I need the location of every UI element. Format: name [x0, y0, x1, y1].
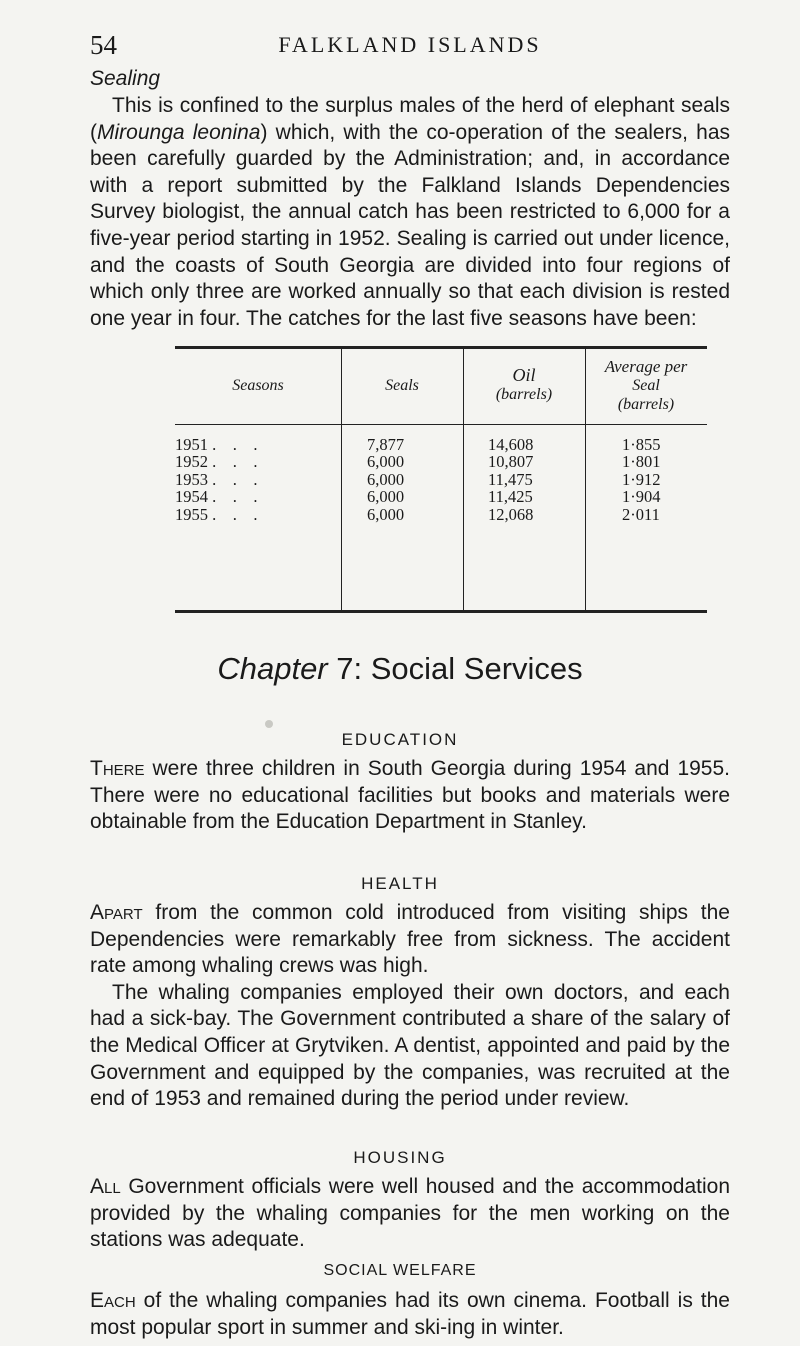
- table-cell-seals: 6,000: [367, 487, 405, 507]
- heading-social-welfare: SOCIAL WELFARE: [323, 1262, 477, 1279]
- header-seasons: Seasons: [232, 376, 284, 394]
- table-cell-seals: 6,000: [367, 469, 405, 489]
- chapter-title: Chapter 7: Social Services: [217, 651, 583, 686]
- table-cell-oil: 11,475: [488, 469, 533, 489]
- seals-column: [367, 436, 404, 523]
- table-cell-seals: 6,000: [367, 504, 405, 524]
- header-average-per-seal: Average per Seal (barrels): [604, 356, 688, 413]
- sealing-section: [90, 67, 730, 332]
- table-cell-season: 1955 . . .: [175, 504, 258, 524]
- table-cell-oil: 10,807: [488, 452, 534, 472]
- table-bottom-rule: [175, 610, 707, 613]
- average-column: [622, 436, 661, 523]
- species-name: Mirounga leonina: [97, 120, 261, 144]
- table-cell-season: 1952 . . .: [175, 452, 258, 472]
- table-cell-average: 1·855: [622, 435, 661, 454]
- health-section: [90, 900, 730, 1113]
- table-cell-oil: 11,425: [488, 487, 533, 507]
- seal-catch-table: [175, 346, 707, 617]
- page-header: [90, 30, 730, 64]
- social-welfare-paragraph: Each of the whaling companies had its own cinema. Football is the most popular sport in summer and ski-ing in winter.: [90, 1289, 730, 1339]
- table-cell-average: 1·904: [622, 487, 661, 507]
- table-cell-season: 1951 . . .: [175, 435, 258, 454]
- heading-education: EDUCATION: [341, 730, 459, 749]
- oil-column: [488, 436, 533, 523]
- table-cell-seals: 6,000: [367, 452, 405, 472]
- header-oil: Oil (barrels): [495, 365, 553, 403]
- page-number: 54: [90, 30, 117, 60]
- table-cell-season: 1954 . . .: [175, 487, 258, 507]
- table-cell-oil: 12,068: [488, 504, 534, 524]
- heading-health: HEALTH: [361, 874, 439, 893]
- table-cell-average: 1·801: [622, 452, 661, 472]
- table-header-rule: [175, 424, 707, 425]
- table-cell-season: 1953 . . .: [175, 469, 258, 489]
- housing-paragraph: All Government officials were well housed and the accommodation provided by the whaling companies for the men working on the stations was adequate.: [90, 1175, 730, 1252]
- education-section: [90, 756, 730, 836]
- running-title: FALKLAND ISLANDS: [278, 32, 542, 57]
- health-paragraph-1: Apart from the common cold introduced from visiting ships the Dependencies were remarkably free from sickness. The accident rate among whaling crews was high.: [90, 901, 730, 978]
- table-cell-average: 2·011: [622, 504, 660, 524]
- health-paragraph-2: The whaling companies employed their own doctors, and each had a sick-bay. The Government contributed a share of the salary of the Medical Officer at Grytviken. A dentist, appointed and paid by the Government and equipped by the companies, was recruited at the end of 1953 and remained during the period under review.: [90, 980, 730, 1111]
- housing-section: [90, 1174, 730, 1254]
- table-cell-oil: 14,608: [488, 435, 534, 454]
- section-title-sealing: Sealing: [90, 67, 161, 90]
- sealing-paragraph: This is confined to the surplus males of the herd of elephant seals (Mirounga leonina) which, with the co-operation of the sealers, has been carefully guarded by the Administration; and, in accordance with a report submitted by the Falkland Islands Dependencies Survey biologist, the annual catch has been restricted to 6,000 for a five-year period starting in 1952. Sealing is carried out under licence, and the coasts of South Georgia are divided into four regions of which only three are worked annually so that each division is rested one year in four. The catches for the last five seasons have been:: [90, 94, 730, 330]
- social-welfare-section: [90, 1288, 730, 1341]
- print-blemish: [265, 720, 273, 728]
- table-cell-average: 1·912: [622, 469, 661, 489]
- header-seals: Seals: [385, 376, 419, 394]
- table-cell-seals: 7,877: [367, 435, 405, 454]
- heading-housing: HOUSING: [353, 1148, 447, 1167]
- seasons-column: [175, 436, 258, 523]
- education-paragraph: There were three children in South Georgia during 1954 and 1955. There were no educational facilities but books and materials were obtainable from the Education Department in Stanley.: [90, 757, 730, 834]
